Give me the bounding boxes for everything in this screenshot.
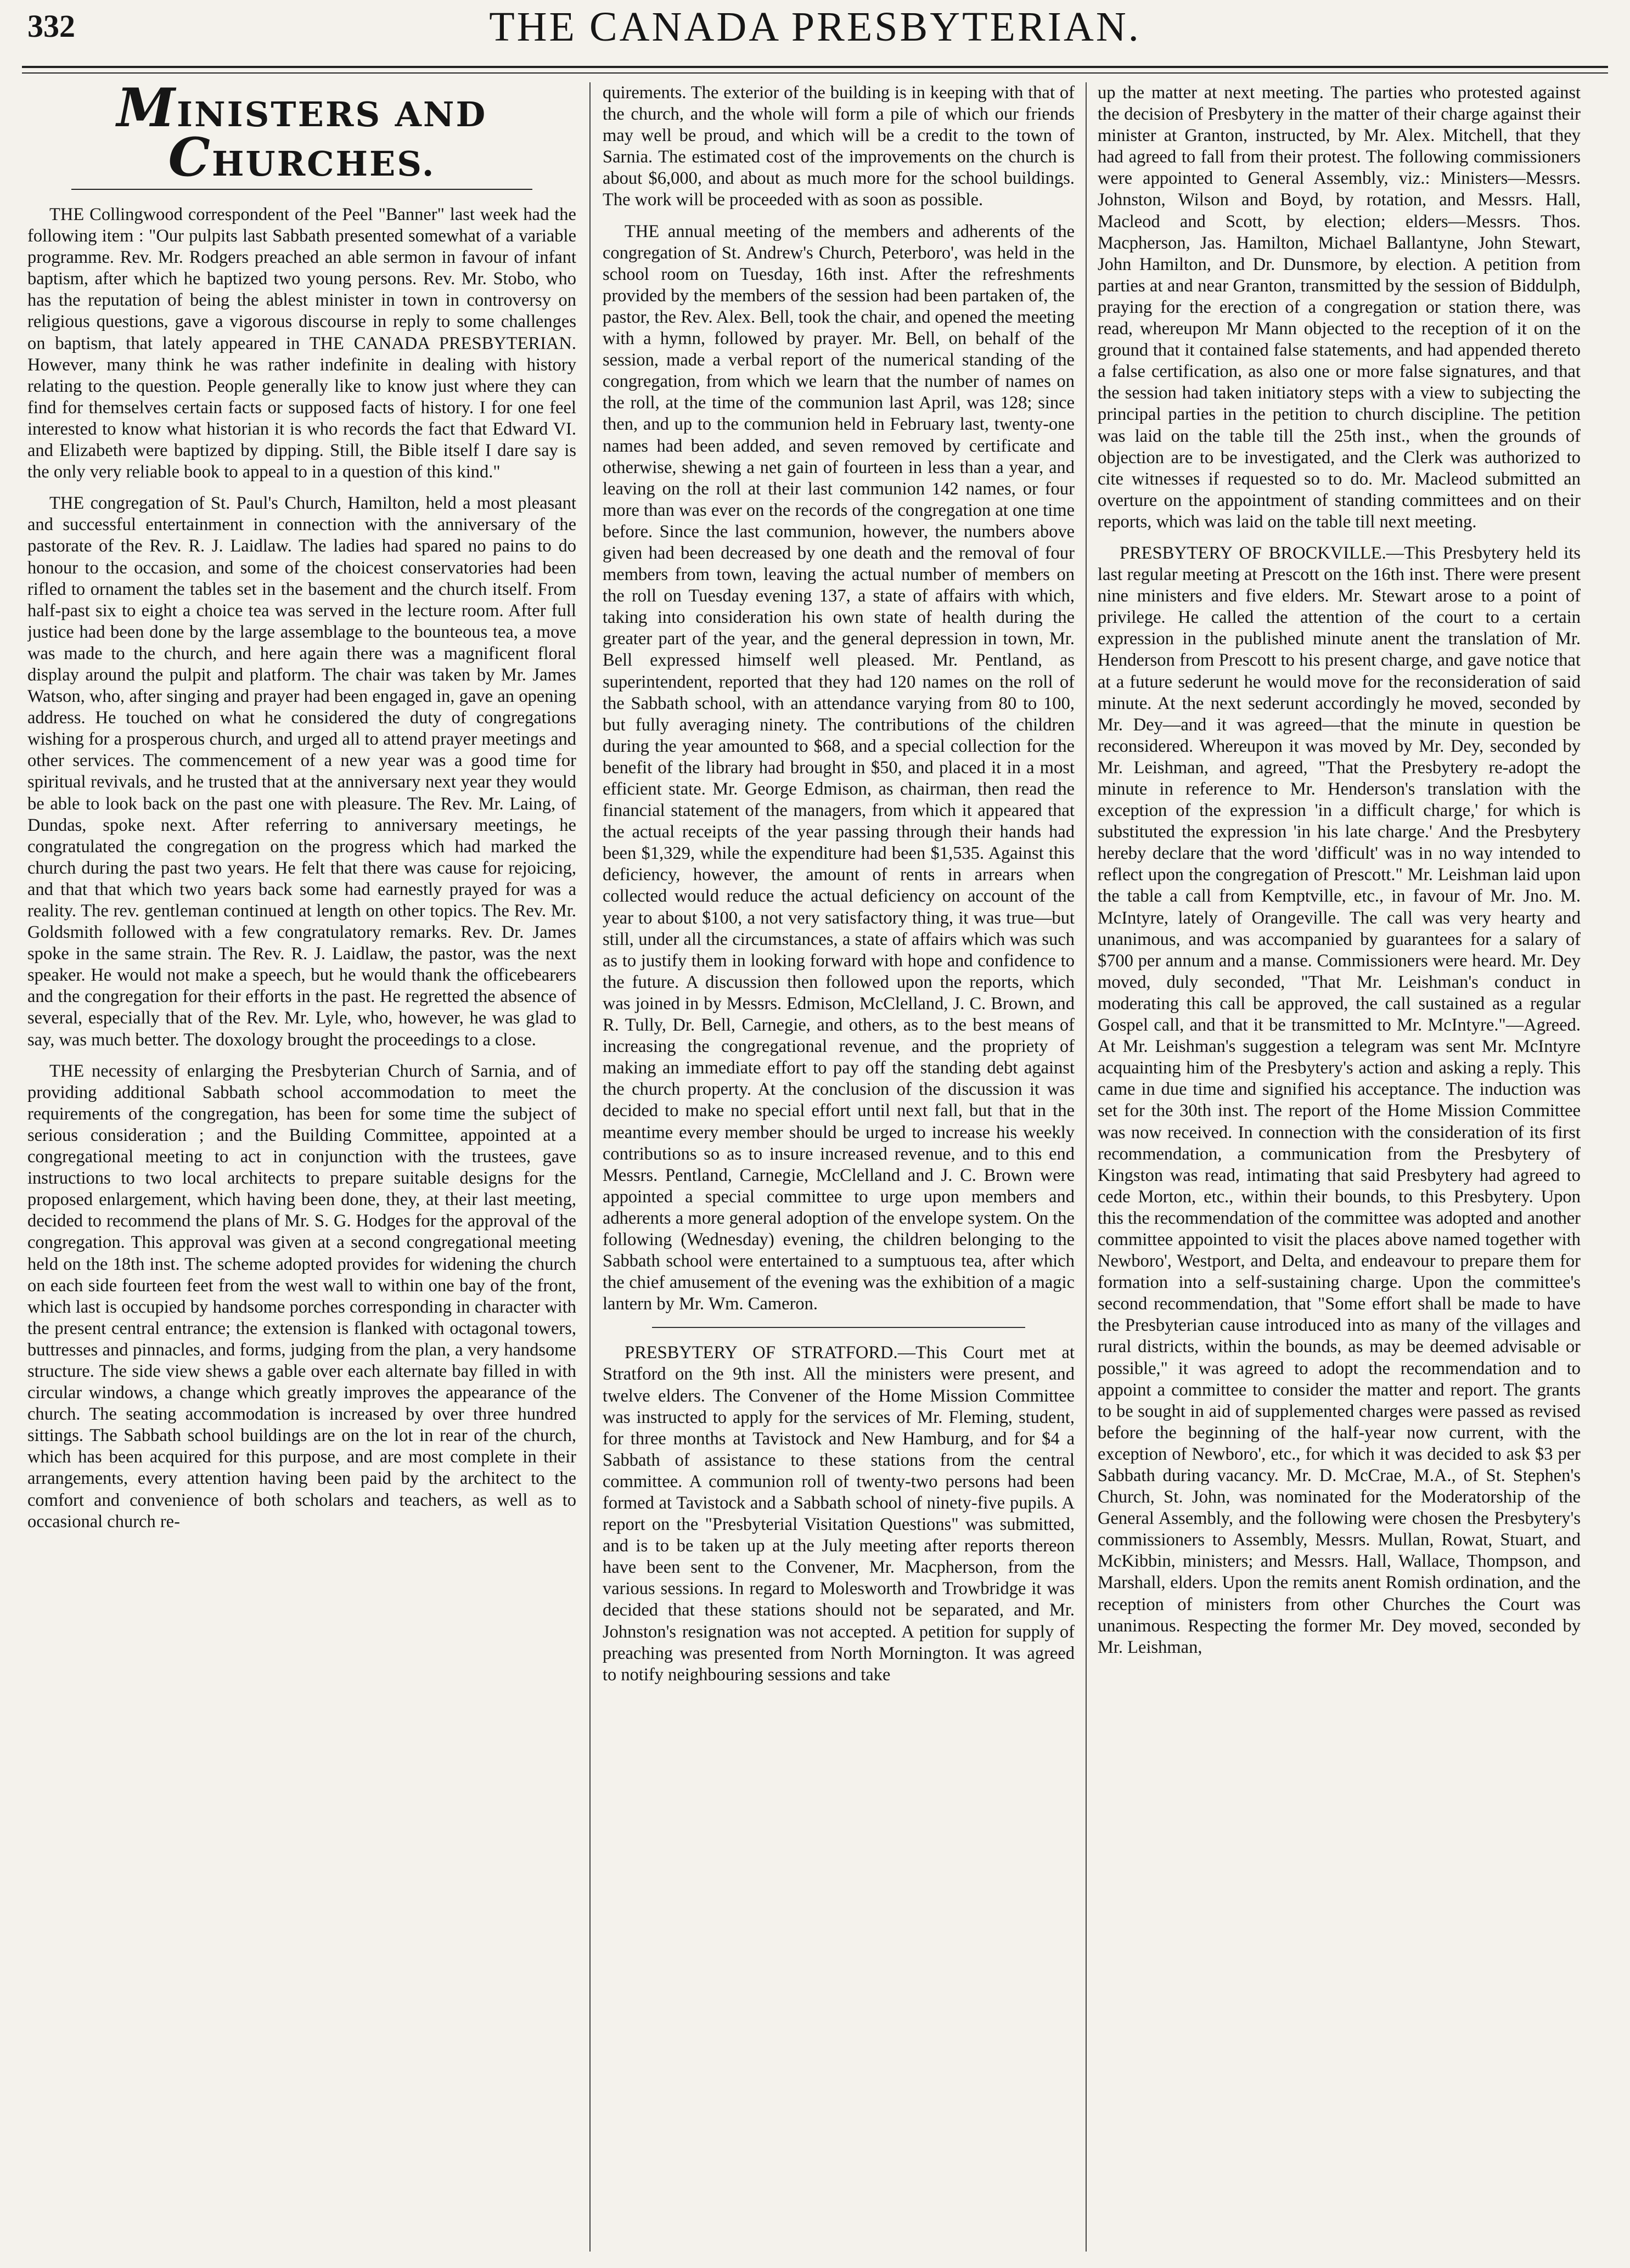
article-sarnia [27,1061,576,1533]
lead-word: THE [49,1061,85,1081]
article-sarnia-continued: quirements. The exterior of the building is in keeping with that of the church, and the whole will form a pile of which our friends may well be proud, and which will be a credit to the town of Sarnia. The estimated cost of the improvements on the church is about $6,000, and about as much more for the school buildings. The work will be proceeded with as soon as possible. [603,83,1075,210]
column-3 [1098,82,1581,2252]
article-stratford-continued: up the matter at next meeting. The parties who protested against the decision of Presbytery in the matter of their charge against their minister at Granton, instructed, by Mr. Alex. Mitchell, that they had agreed to fall from their protest. The following commissioners were appointed to General Assembly, viz.: Ministers—Messrs. Johnston, Wilson and Boyd, by rotation, and Messrs. Hall, Macleod and Scott, by election; elders—Messrs. Thos. Macpherson, Jas. Hamilton, Michael Ballantyne, John Stewart, John Hamilton, and Dr. Dunsmore, by election. A petition from parties at and near Granton, transmitted by the session of Biddulph, praying for the erection of a congregation or station there, was read, whereupon Mr Mann objected to the reception of it on the ground that it contained false statements, and had appended thereto a false certification, as also one or more false signatures, and that the session had taken initiatory steps with a view to subjecting the principal parties in the petition to church discipline. The petition was laid on the table till the 25th inst., when the grounds of objection are to be investigated, and the Clerk was authorized to cite witnesses if requested so to do. Mr. Macleod submitted an overture on the appointment of standing committees and on their reports, which was laid on the table till next meeting. [1098,83,1581,532]
article-text: Collingwood correspondent of the Peel "Banner" last week had the following item : "Our pulpits last Sabbath presented somewhat of a variable programme. Rev. Mr. Rodgers preached an able sermon in favour of infant baptism, after which he baptized two young persons. Rev. Mr. Stobo, who has the reputation of being the ablest minister in town in controversy on religious questions, gave a vigorous discourse in reply to some challenges on baptism, that lately appeared in THE CANADA PRESBYTERIAN. However, many think he was rather indefinite in dealing with history relating to the question. People generally like to know just where they can find for themselves certain facts or supposed facts of history. I for one feel interested to know what historian it is who records the fact that Edward VI. and Elizabeth were baptized by dipping. Still, the Bible itself I dare say is the only very reliable book to appeal to in a question of this kind." [27,205,576,482]
lead-word: THE [49,205,85,224]
article-text: —This Court met at Stratford on the 9th inst. All the ministers were present, and twelve elders. The Convener of the Home Mission Committee was instructed to apply for the services of Mr. Fleming, student, for three months at Tavistock and New Hamburg, and for $4 a Sabbath of assistance to these stations from the central committee. A communion roll of twenty-two persons had been formed at Tavistock and a Sabbath school of ninety-five pupils. A report on the "Presbyterial Visitation Questions" was submitted, and is to be taken up at the July meeting after reports thereon have been sent to the Convener, Mr. Macpherson, from the various sessions. In regard to Molesworth and Trowbridge it was decided that these stations should not be separated, and Mr. Johnston's resignation was not accepted. A petition for supply of preaching was presented from North Mornington. It was agreed to notify neighbouring sessions and take [603,1343,1075,1685]
article-text: congregation of St. Paul's Church, Hamilton, held a most pleasant and successful entertainment in connection with the anniversary of the pastorate of the Rev. R. J. Laidlaw. The ladies had spared no pains to do honour to the occasion, and some of the choicest conservatories had been rifled to ornament the tables set in the basement and the church itself. From half-past six to eight a choice tea was served in the lecture room. After full justice had been done by the large assemblage to the bounteous tea, a move was made to the church, and here again there was a magnificent floral display around the pulpit and platform. The chair was taken by Mr. James Watson, who, after singing and prayer had been engaged in, gave an opening address. He touched on what he considered the duty of congregations wishing for a prosperous church, and urged all to attend prayer meetings and other services. The commencement of a new year was a good time for spiritual revivals, and he trusted that at the anniversary next year they would be able to look back on the past one with pleasure. The Rev. Mr. Laing, of Dundas, spoke next. After referring to anniversary meetings, he congratulated the congregation on the progress which had marked the church during the past two years. He felt that there was cause for rejoicing, and that that which two years back some had earnestly prayed for was a reality. The rev. gentleman continued at length on other topics. The Rev. Mr. Goldsmith followed with a few congratulatory remarks. Rev. Dr. James spoke in the same strain. The Rev. R. J. Laidlaw, the pastor, was the next speaker. He would not make a speech, but he would thank the officebearers and the congregation for their efforts in the past. He regretted the absence of several, especially that of the Rev. Mr. Lyle, who, however, he was glad to say, was much better. The doxology brought the proceedings to a close. [27,493,576,1050]
column-1 [27,82,576,2252]
page-number: 332 [27,8,75,44]
section-break-rule [652,1327,1025,1328]
masthead-title: THE CANADA PRESBYTERIAN. [489,4,1141,50]
article-hamilton [27,493,576,1050]
header-rule-thin [22,72,1608,74]
heading-rule [71,189,532,190]
lead-word: THE [49,493,85,514]
lead-heading: PRESBYTERY OF BROCKVILLE. [1120,543,1386,563]
article-text: necessity of enlarging the Presbyterian Church of Sarnia, and of providing additional Sabbath school accommodation to meet the requirements of the congregation, has been for some time the subject of serious consideration ; and the Building Committee, appointed at a congregational meeting to act in conjunction with the trustees, gave instructions to two local architects to prepare suitable designs for the proposed enlargement, which having been done, they, at their last meeting, decided to recommend the plans of Mr. S. G. Hodges for the approval of the congregation. This approval was given at a second congregational meeting held on the 18th inst. The scheme adopted provides for widening the church on each side fourteen feet from the west wall to within one bay of the front, which last is occupied by handsome porches corresponding in character with the present central entrance; the extension is flanked with octagonal towers, buttresses and pinnacles, and forms, judging from the plan, a very handsome structure. The side view shews a gable over each alternate bay filled in with circular windows, a change which greatly improves the appearance of the church. The seating accommodation is increased by over three hundred sittings. The Sabbath school buildings are on the lot in rear of the church, which has been acquired for this purpose, and are most complete in their arrangements, every attention having been paid by the architect to the comfort and convenience of both scholars and teachers, as well as to occasional church re- [27,1061,576,1532]
column-divider [1086,82,1087,2252]
article-presbytery-brockville [1098,543,1581,1658]
article-collingwood [27,204,576,483]
column-2 [603,82,1075,2252]
header-rule [22,66,1608,68]
section-heading: MINISTERS AND CHURCHES. [116,82,487,188]
lead-word: THE [625,221,660,241]
lead-heading: PRESBYTERY OF STRATFORD. [625,1343,898,1363]
column-divider [589,82,591,2252]
article-presbytery-stratford [603,1342,1075,1686]
article-text: annual meeting of the members and adherents of the congregation of St. Andrew's Church, Peterboro', was held in the school room on Tuesday, 16th inst. After the refreshments provided by the members of the session had been partaken of, the pastor, the Rev. Alex. Bell, took the chair, and opened the meeting with a hymn, followed by prayer. Mr. Bell, on behalf of the session, made a verbal report of the numerical standing of the congregation, from which we learn that the number of names on the roll, at the time of the communion last April, was 128; since then, and up to the communion held in February last, twenty-one names had been added, and seven removed by certificate and otherwise, shewing a net gain of fourteen in less than a year, and leaving on the roll at their last communion 142 names, or four more than was ever on the records of the congregation at one time before. Since the last communion, however, the numbers above given had been decreased by one death and the removal of four members from town, leaving the actual number of members on the roll on Tuesday evening 137, a state of affairs with which, taking into consideration his own state of health during the greater part of the year, and the general depression in town, Mr. Bell expressed himself well pleased. Mr. Pentland, as superintendent, reported that they had 120 names on the roll of the Sabbath school, with an attendance varying from 80 to 100, but fully averaging ninety. The contributions of the children during the year amounted to $68, and a special collection for the benefit of the library had brought in $50, and placed it in a most efficient state. Mr. George Edmison, as chairman, then read the financial statement of the managers, from which it appeared that the actual receipts of the year passing through their hands had been $1,329, while the expenditure had been $1,535. Against this deficiency, however, the amount of rents in arrears when collected would reduce the actual deficiency on account of the year to about $100, a not very satisfactory thing, it was true—but still, under all the circumstances, a state of affairs which was such as to justify them in looking forward with hope and confidence to the future. A discussion then followed upon the reports, which was joined in by Messrs. Edmison, McClelland, J. C. Brown, and R. Tully, Dr. Bell, Carnegie, and others, as to the best means of increasing the congregational revenue, and the propriety of making an immediate effort to pay off the standing debt against the church property. At the conclusion of the discussion it was decided to make no special effort until next fall, but that in the meantime every member should be urged to increase his weekly contributions so as to insure increased revenue, and to this end Messrs. Pentland, Carnegie, McClelland and J. C. Brown were appointed a special committee to urge upon members and adherents a more general adoption of the envelope system. On the following (Wednesday) evening, the children belonging to the Sabbath school were entertained to a sumptuous tea, after which the chief amusement of the evening was the exhibition of a magic lantern by Mr. Wm. Cameron. [603,221,1075,1314]
article-peterboro [603,221,1075,1315]
article-text: —This Presbytery held its last regular meeting at Prescott on the 16th inst. There were present nine ministers and five elders. Mr. Stewart arose to a point of privilege. He called the attention of the court to a certain expression in the published minute anent the translation of Mr. Henderson from Prescott to his present charge, and gave notice that at a future sederunt he would move for the reconsideration of said minute. At the next sederunt accordingly he moved, seconded by Mr. Dey—and it was agreed—that the minute in question be reconsidered. Whereupon it was moved by Mr. Dey, seconded by Mr. Leishman, and agreed, "That the Presbytery re-adopt the minute in reference to Mr. Henderson's translation with the exception of the expression 'in a difficult charge,' for which is substituted the expression 'in his late charge.' And the Presbytery hereby declare that the word 'difficult' was in no way intended to reflect upon the congregation of Prescott." Mr. Leishman laid upon the table a call from Kemptville, etc., in favour of Mr. Jno. M. McIntyre, lately of Orangeville. The call was very hearty and unanimous, and was accompanied by guarantees for a salary of $700 per annum and a manse. Commissioners were heard. Mr. Dey moved, duly seconded, "That Mr. Leishman's conduct in moderating this call be approved, the call sustained as a regular Gospel call, and that it be transmitted to Mr. McIntyre."—Agreed. At Mr. Leishman's suggestion a telegram was sent Mr. McIntyre acquainting him of the Presbytery's action and asking a reply. This came in due time and signified his acceptance. The induction was set for the 30th inst. The report of the Home Mission Committee was now received. In connection with the consideration of its first recommendation, a communication from the Presbytery of Kingston was read, intimating that said Presbytery had agreed to cede Morton, etc., within their bounds, to this Presbytery. Upon this the recommendation of the committee was adopted and another committee appointed to visit the places above named together with Newboro', Westport, and Delta, and endeavour to prepare them for formation into a self-sustaining charge. Upon the committee's second recommendation, that "Some effort shall be made to have the Presbyterian cause introduced into as many of the villages and rural districts, within the bounds, as may be deemed advisable or possible," it was agreed to adopt the recommendation and to appoint a committee to consider the matter and report. The grants to be sought in aid of supplemented charges were passed as revised before the beginning of the half-year now current, with the exception of Newboro', etc., for which it was decided to ask $3 per Sabbath during vacancy. Mr. D. McCrae, M.A., of St. Stephen's Church, St. John, was nominated for the Moderatorship of the General Assembly, and the following were chosen the Presbytery's commissioners to Assembly, Messrs. Mullan, Rowat, Stuart, and McKibbin, ministers; and Messrs. Hall, Wallace, Thompson, and Marshall, elders. Upon the remits anent Romish ordination, and the reception of ministers from other Churches the Court was unanimous. Respecting the former Mr. Dey moved, seconded by Mr. Leishman, [1098,543,1581,1657]
